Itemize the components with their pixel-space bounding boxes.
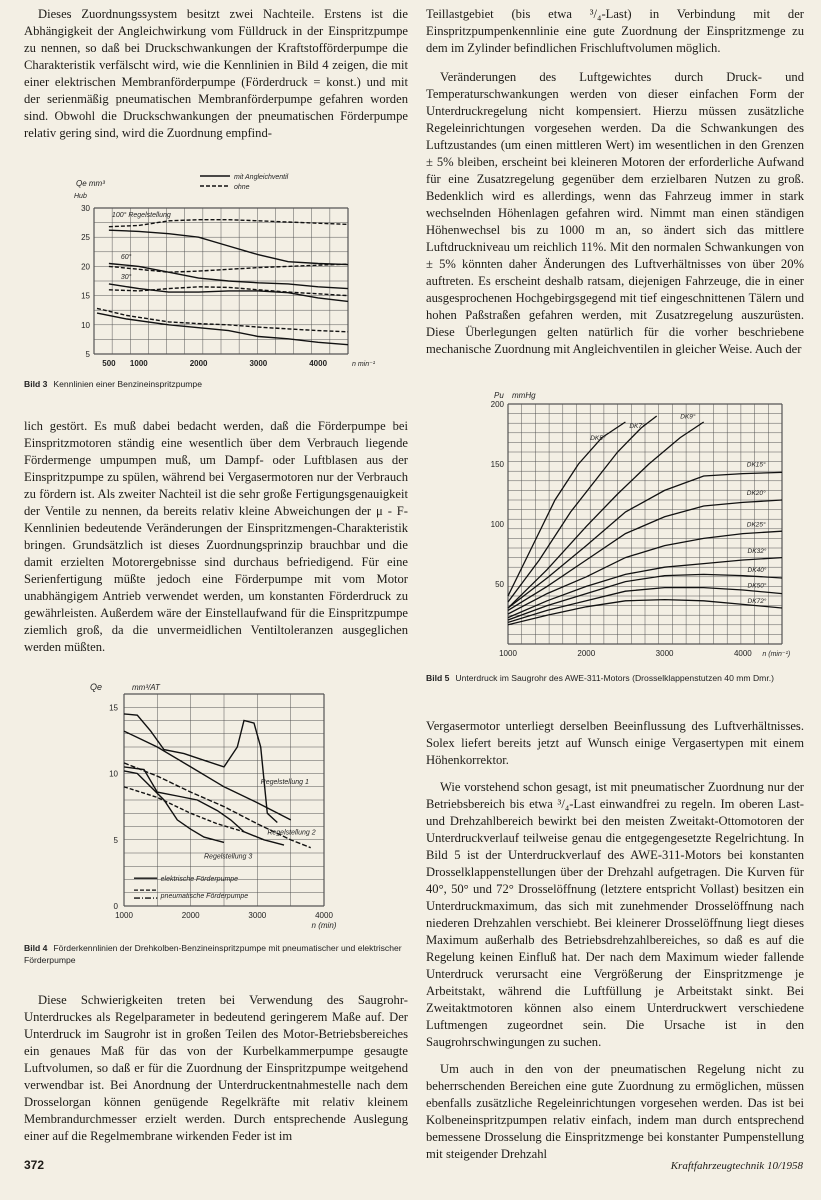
figure-3-ylabel: Qe mm³ — [76, 179, 105, 188]
figure-4-label: Bild 4 — [24, 943, 48, 953]
figure-3-curve-label: 30° — [120, 274, 132, 282]
figure-5-x-unit: n (min⁻¹) — [762, 651, 791, 658]
figure-4-x-tick: 3000 — [248, 911, 267, 920]
figure-3-curve-label: 60° — [120, 253, 132, 261]
journal-reference: Kraftfahrzeugtechnik 10/1958 — [670, 1160, 803, 1172]
figure-4-curve-label: Regelstellung 1 — [260, 779, 309, 787]
figure-5-curve — [508, 416, 657, 602]
figure-4-legend-text: pneumatische Förderpumpe — [160, 893, 249, 901]
figure-4-curve-1-pneumatisch — [124, 714, 277, 823]
figure-5-curve-label: DK50° — [747, 582, 767, 590]
figure-5-x-tick: 1000 — [499, 649, 517, 658]
figure-3-curve-100-mit — [109, 230, 348, 264]
figure-3-x-tick: 500 — [102, 359, 116, 368]
figure-3-label: Bild 3 — [24, 379, 48, 389]
figure-3-ylabel-sub: Hub — [74, 193, 87, 200]
right-column-top — [426, 6, 804, 358]
figure-5-curve-label: DK7° — [629, 423, 645, 430]
figure-4-y-tick: 15 — [109, 703, 118, 713]
paragraph: lich gestört. Es muß dabei bedacht werden, daß die Förderpumpe bei Einspritzmotoren ständig eine wesentlich über dem Verbrauch liegende Fördermenge umpumpen muß, um Dampf- oder Luftblasen aus der Einspritzpumpe zu spülen, während bei Vergasermotoren nur der Verbrauch zu fördern ist. Als zweiter Nachteil ist die sehr große Fertigungsgenauigkeit der Ventile zu nennen, da bereits relativ kleine Abweichungen der μ - F-Kennlinien bedeutende Veränderungen der Einspritzmengen-Charakteristik bringen. Grundsätzlich ist dieses Zuordnungsprinzip brauchbar und die damit erzielten Motorergebnisse sind durchaus befriedigend. Für eine Serienfertigung müßte jedoch eine Förderpumpe mit vom Motor unabhängigem Antrieb verwendet werden, um konstanten Förderdruck zu gewährleisten. Außerdem wäre der Einstellaufwand für die Einspritzpumpe ziemlich groß, da die unvermeidlichen Ventiltoleranzen ausgeglichen werden müßten. — [24, 419, 408, 654]
figure-4-x-tick: 1000 — [115, 911, 133, 920]
figure-5-curve-label: DK25° — [746, 521, 766, 529]
figure-3-y-tick: 15 — [81, 291, 90, 301]
figure-3-y-tick: 5 — [85, 350, 90, 359]
figure-4-curve-label: Regelstellung 3 — [204, 853, 253, 861]
figure-3-caption — [24, 378, 408, 390]
figure-5-curve — [508, 422, 625, 596]
figure-4-caption-text: Förderkennlinien der Drehkolben-Benzineinspritzpumpe mit pneumatischer und elektrischer Förderpumpe — [24, 943, 402, 965]
paragraph: Vergasermotor unterliegt derselben Beeinflussung des Luftverhältnisses. Solex liefert bereits jetzt auf Wunsch einige Vergasertypen mit einem Höhenkorrektor. — [426, 719, 804, 767]
figure-5-x-tick: 3000 — [655, 649, 674, 658]
figure-3-curve-low-mit — [97, 313, 348, 345]
figure-5-y-tick: 100 — [490, 520, 504, 529]
paragraph: Teillastgebiet (bis etwa ³/₄-Last) in Verbindung mit der Einspritzpumpenkennlinie eine gute Zuordnung der Einspritzmenge zu dem im Zylinder befindlichen Frischluftvolumen möglich. — [426, 7, 804, 55]
figure-5-y-tick: 50 — [495, 580, 504, 589]
figure-3-caption-text: Kennlinien einer Benzineinspritzpumpe — [53, 379, 202, 389]
figure-5-curve-label: DK72° — [747, 598, 767, 606]
figure-3-chart — [60, 168, 382, 380]
figure-3-legend-text: ohne — [234, 184, 250, 191]
figure-3-curve-100-ohne — [109, 220, 348, 227]
paragraph: Veränderungen des Luftgewichtes durch Druck- und Temperaturschwankungen werden von dieser einfachen Form der Unterdruckregelung nicht kompensiert. Hierzu müssen zusätzliche Regeleinrichtungen vorgesehen werden. Da die Schwankungen des Luftzustandes (um einen mittleren Wert) im wesentlichen in den Grenzen ± 5% bleiben, erscheint bei kleineren Motoren der erforderliche Aufwand für eine Zusatzregelung gegenüber dem erzielbaren Nutzen zu groß. Bedenklich wird es allerdings, wenn das Fahrzeug immer in stark wechselnden Höhenlagen gefahren wird. Nimmt man einen ständigen Höhenwechsel bis zu 1000 m an, so ändert sich das mittlere Luftdruckniveau um reichlich 11%. Mit den normalen Schwankungen von ± 5% könnten daher Änderungen des Luftverhältnisses von über 20% auftreten. Es erscheint deshalb ratsam, diejenigen Fahrzeuge, die in einer ausgesprochenen Hochgebirgsgegend mit tief eingeschnittenen Tälern und hohen Paßstraßen gefahren werden, mit Zusatzregelung auszurüsten. Diese Überlegungen gelten natürlich für die vorher beschriebene mechanische Zuordnung mit Angleichventilen in gleicher Weise. Auch der — [426, 70, 804, 356]
figure-4-chart — [80, 676, 350, 938]
figure-5-curve-label: DK40° — [747, 567, 767, 574]
figure-3-y-tick: 25 — [81, 233, 90, 243]
figure-4-curve-label: Regelstellung 2 — [267, 829, 316, 837]
figure-5-curve-label: DK5° — [590, 435, 606, 442]
figure-5-curve-label: DK32° — [747, 547, 767, 555]
figure-3-x-tick: 2000 — [189, 359, 208, 368]
figure-5-curve-label: DK9° — [680, 413, 696, 421]
right-column-bottom — [426, 718, 804, 1163]
figure-4-caption — [24, 942, 408, 966]
paragraph: Diese Schwierigkeiten treten bei Verwendung des Saugrohr-Unterdruckes als Regelparameter in bedeutend geringerem Maße auf. Der Unterdruck im Saugrohr ist in großen Teilen des Motor-Betriebsbereiches ein genaues Maß für das von der Kurbelkammerpumpe gesaugte Luftvolumen, so daß er für die Zuordnung der Einspritzpumpe weitgehend verwendbar ist. Bei Anordnung der Unterdruckentnahmestelle nach dem Drosselorgan können genügende Regelkräfte mit relativ kleinem Membrandurchmesser erzielt werden. Durch entsprechende Auslegung einer auf die Regelmembrane wirkenden Feder ist im — [24, 993, 408, 1143]
page-number: 372 — [24, 1158, 45, 1172]
left-column-bottom — [24, 992, 408, 1145]
figure-3-legend-text: mit Angleichventil — [234, 174, 289, 181]
figure-4-x-tick: 2000 — [181, 911, 200, 920]
figure-5-x-tick: 4000 — [733, 649, 752, 658]
left-column-top — [24, 6, 408, 142]
figure-4-y-tick: 10 — [109, 769, 118, 779]
figure-5-y-tick: 150 — [490, 460, 504, 469]
figure-4-x-tick: 4000 — [315, 911, 333, 920]
figure-5-y-tick: 200 — [490, 400, 504, 409]
figure-5-x-tick: 2000 — [577, 649, 596, 658]
figure-4-x-unit: n (min) — [311, 921, 337, 930]
figure-5-caption — [426, 672, 804, 684]
figure-3-x-tick: 1000 — [129, 359, 148, 368]
figure-5-yunit: mmHg — [512, 391, 536, 400]
paragraph: Dieses Zuordnungssystem besitzt zwei Nachteile. Erstens ist die Abhängigkeit der Angleichwirkung vom Fülldruck in der Einspritzpumpe zu nennen, so daß bei Druckschwankungen der Kraftstofförderpumpe die Charakteristik verfälscht wird, wie die Kennlinien in Bild 4 zeigen, die mit einer elektrischen Membranförderpumpe (Förderdruck = konst.) und mit der serienmäßig pneumatischen Membranförderpumpe gefahren worden sind. Obwohl die Druckschwankungen der pneumatischen Förderpumpe relativ gering sind, wird die Zuordnung empfind- — [24, 7, 408, 140]
figure-4-y-tick: 5 — [113, 835, 118, 845]
figure-3-x-tick: 3000 — [249, 359, 268, 368]
figure-5-chart — [470, 386, 800, 670]
figure-3 — [60, 168, 382, 380]
paragraph: Um auch in den von der pneumatischen Regelung nicht zu beherrschenden Bereichen eine gute Zuordnung zu ermöglichen, müssen ebenfalls zusätzliche Regeleinrichtungen vorgesehen werden. Das ist bei Kolbeneinspritzpumpen relativ einfach, indem man durch entsprechend bemessene Drosselung die Einspritzmenge bei konstanter Pumpenstellung mit steigender Drehzahl — [426, 1062, 804, 1161]
left-column-middle — [24, 418, 408, 656]
figure-3-y-tick: 20 — [81, 262, 90, 272]
figure-3-x-unit: n min⁻¹ — [352, 361, 376, 368]
figure-4 — [80, 676, 350, 938]
figure-3-x-tick: 4000 — [309, 359, 328, 368]
paragraph: Wie vorstehend schon gesagt, ist mit pneumatischer Zuordnung nur der Betriebsbereich bis etwa ³/₄-Last einwandfrei zu regeln. Im oberen Last- und Drehzahlbereich bewirkt bei den meisten Zweitakt-Ottomotoren der Unterdruckverlauf teilweise genau die entgegengesetzte Regelrichtung. In Bild 5 ist der Unterdruckverlauf des AWE-311-Motors bei konstanten Drosselklappenstellungen über der Drehzahl aufgetragen. Die Kurven für 40°, 50° und 72° Drosselöffnung (letztere entspricht Vollast) besitzen ein Unterdruckmaximum, das sich mit zunehmender Drosselöffnung nach niederen Drehzahlen verschiebt. Bei kleinerer Drosselöffnung liegt dieses Maximum außerhalb des Betriebsdrehzahlbereiches, so daß es auf die Regelung keinen Einfluß hat. Der nach dem Maximum wieder fallende Unterdruck verursacht eine Vergrößerung der Einspritzmenge je Arbeitstakt, während die Luftfüllung je Arbeitstakt sinkt. Bei Zweitaktmotoren können also einem Unterdruckwert verschiedene Luftmengen zugeordnet sein. Die Ursache ist in den Saugrohrschwingungen zu suchen. — [426, 780, 804, 1049]
figure-3-curve-label: 100° Regelstellung — [111, 211, 171, 219]
figure-3-y-tick: 30 — [81, 204, 90, 213]
figure-4-legend-text: elektrische Förderpumpe — [160, 875, 239, 883]
figure-3-y-tick: 10 — [81, 320, 90, 330]
figure-5-curve-label: DK15° — [746, 461, 766, 469]
figure-5-ylabel: Pu — [494, 391, 504, 400]
figure-5-caption-text: Unterdruck im Saugrohr des AWE-311-Motors (Drosselklappenstutzen 40 mm Dmr.) — [455, 673, 774, 683]
figure-5-curve-label: DK20° — [746, 490, 766, 498]
figure-3-curve-60-mit — [109, 264, 348, 289]
figure-4-yunit: mm³/AT — [132, 683, 160, 692]
figure-5 — [470, 386, 800, 670]
figure-5-label: Bild 5 — [426, 673, 450, 683]
figure-4-ylabel: Qe — [90, 682, 103, 692]
figure-4-curve-1-elektrisch — [124, 731, 291, 820]
figure-4-y-tick: 0 — [113, 902, 118, 911]
